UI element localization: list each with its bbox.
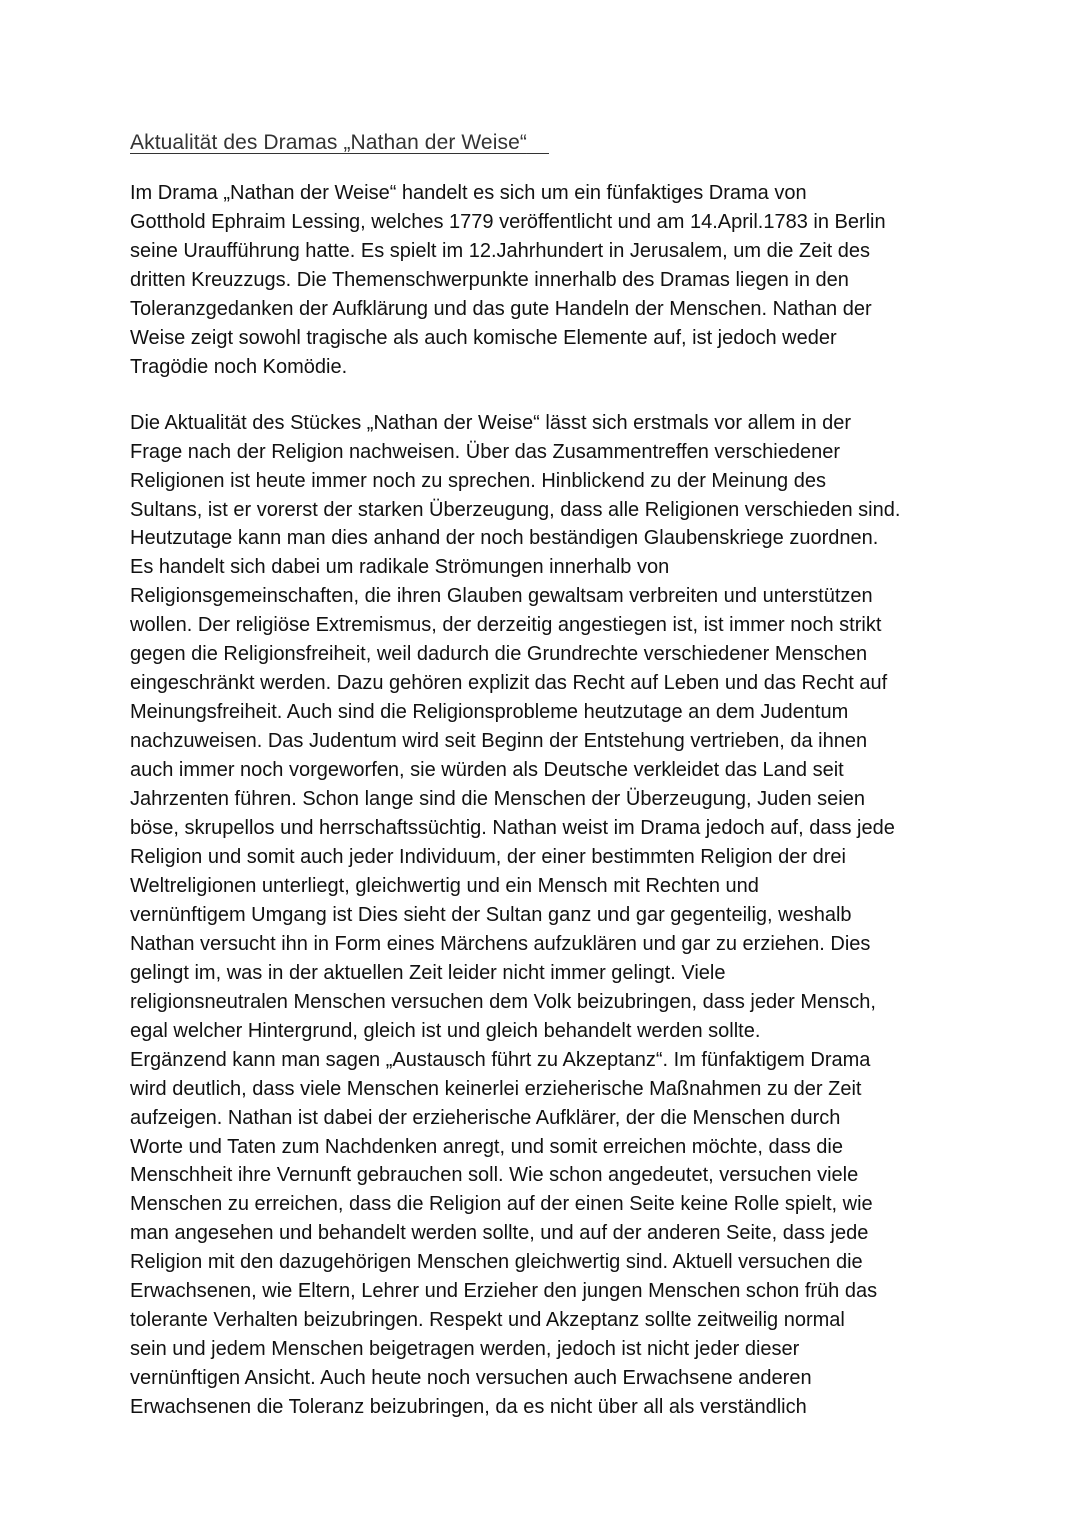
text-line: gegen die Religionsfreiheit, weil dadurch die Grundrechte verschiedener Menschen — [130, 643, 868, 666]
text-line: Erwachsenen die Toleranz beizubringen, da es nicht über all als verständlich — [130, 1396, 807, 1419]
text-line: Gotthold Ephraim Lessing, welches 1779 veröffentlicht und am 14.April.1783 in Berlin — [130, 210, 886, 233]
text-line: Menschen zu erreichen, dass die Religion auf der einen Seite keine Rolle spielt, wie — [130, 1193, 873, 1216]
text-line: egal welcher Hintergrund, gleich ist und gleich behandelt werden sollte. — [130, 1019, 761, 1042]
text-line: Toleranzgedanken der Aufklärung und das gute Handeln der Menschen. Nathan der — [130, 297, 872, 320]
text-line: Ergänzend kann man sagen „Austausch führt zu Akzeptanz“. Im fünfaktigem Drama — [130, 1048, 871, 1071]
text-line: vernünftigem Umgang ist Dies sieht der Sultan ganz und gar gegenteilig, weshalb — [130, 903, 852, 926]
text-line: Religion mit den dazugehörigen Menschen gleichwertig sind. Aktuell versuchen die — [130, 1251, 863, 1274]
text-line: Weise zeigt sowohl tragische als auch komische Elemente auf, ist jedoch weder — [130, 326, 837, 349]
title-underline-tail — [527, 128, 549, 154]
paragraph-2 — [130, 409, 960, 1422]
document-page — [130, 128, 960, 1422]
text-line: aufzeigen. Nathan ist dabei der erzieherische Aufklärer, der die Menschen durch — [130, 1106, 841, 1129]
text-line: nachzuweisen. Das Judentum wird seit Beginn der Entstehung vertrieben, da ihnen — [130, 730, 868, 753]
text-line: Worte und Taten zum Nachdenken anregt, und somit erreichen möchte, dass die — [130, 1135, 843, 1158]
text-line: Heutzutage kann man dies anhand der noch beständigen Glaubenskriege zuordnen. — [130, 527, 879, 550]
text-line: auch immer noch vorgeworfen, sie würden als Deutsche verkleidet das Land seit — [130, 759, 844, 782]
text-line: Weltreligionen unterliegt, gleichwertig und ein Mensch mit Rechten und — [130, 874, 759, 897]
text-line: Im Drama „Nathan der Weise“ handelt es sich um ein fünfaktiges Drama von — [130, 182, 807, 204]
text-line: Religionen ist heute immer noch zu sprechen. Hinblickend zu der Meinung des — [130, 469, 826, 492]
text-line: seine Uraufführung hatte. Es spielt im 12.Jahrhundert in Jerusalem, um die Zeit des — [130, 239, 871, 262]
text-line: wollen. Der religiöse Extremismus, der derzeitig angestiegen ist, ist immer noch strikt — [130, 614, 882, 637]
text-line: dritten Kreuzzugs. Die Themenschwerpunkte innerhalb des Dramas liegen in den — [130, 268, 849, 291]
text-line: Tragödie noch Komödie. — [130, 355, 348, 378]
text-line: Religion und somit auch jeder Individuum, der einer bestimmten Religion der drei — [130, 845, 846, 868]
text-line: Es handelt sich dabei um radikale Strömungen innerhalb von — [130, 556, 670, 579]
text-line: religionsneutralen Menschen versuchen dem Volk beizubringen, dass jeder Mensch, — [130, 990, 876, 1013]
text-line: böse, skrupellos und herrschaftssüchtig. Nathan weist im Drama jedoch auf, dass jede — [130, 817, 895, 840]
text-line: vernünftigen Ansicht. Auch heute noch versuchen auch Erwachsene anderen — [130, 1367, 812, 1390]
text-line: Erwachsenen, wie Eltern, Lehrer und Erzieher den jungen Menschen schon früh das — [130, 1280, 878, 1303]
text-line: Die Aktualität des Stückes „Nathan der Weise“ lässt sich erstmals vor allem in der — [130, 411, 852, 434]
text-line: gelingt im, was in der aktuellen Zeit leider nicht immer gelingt. Viele — [130, 961, 726, 984]
text-line: Frage nach der Religion nachweisen. Über das Zusammentreffen verschiedener — [130, 440, 841, 463]
paragraph-1 — [130, 179, 960, 382]
text-line: Religionsgemeinschaften, die ihren Glauben gewaltsam verbreiten und unterstützen — [130, 585, 873, 608]
text-line: Nathan versucht ihn in Form eines Märchens aufzuklären und gar zu erziehen. Dies — [130, 932, 871, 955]
text-line: wird deutlich, dass viele Menschen keinerlei erzieherische Maßnahmen zu der Zeit — [130, 1077, 862, 1100]
text-line: Meinungsfreiheit. Auch sind die Religionsprobleme heutzutage an dem Judentum — [130, 701, 849, 724]
title-row — [130, 128, 960, 158]
text-line: Jahrzenten führen. Schon lange sind die Menschen der Überzeugung, Juden seien — [130, 788, 865, 811]
document-title: Aktualität des Dramas „Nathan der Weise“ — [130, 131, 527, 154]
text-line: tolerante Verhalten beizubringen. Respekt und Akzeptanz sollte zeitweilig normal — [130, 1309, 845, 1332]
document-body — [130, 179, 960, 1422]
text-line: Sultans, ist er vorerst der starken Überzeugung, dass alle Religionen verschieden sind. — [130, 498, 901, 521]
text-line: eingeschränkt werden. Dazu gehören explizit das Recht auf Leben und das Recht auf — [130, 672, 888, 695]
text-line: Menschheit ihre Vernunft gebrauchen soll. Wie schon angedeutet, versuchen viele — [130, 1164, 859, 1187]
text-line: sein und jedem Menschen beigetragen werden, jedoch ist nicht jeder dieser — [130, 1338, 800, 1361]
text-line: man angesehen und behandelt werden sollte, und auf der anderen Seite, dass jede — [130, 1222, 869, 1245]
